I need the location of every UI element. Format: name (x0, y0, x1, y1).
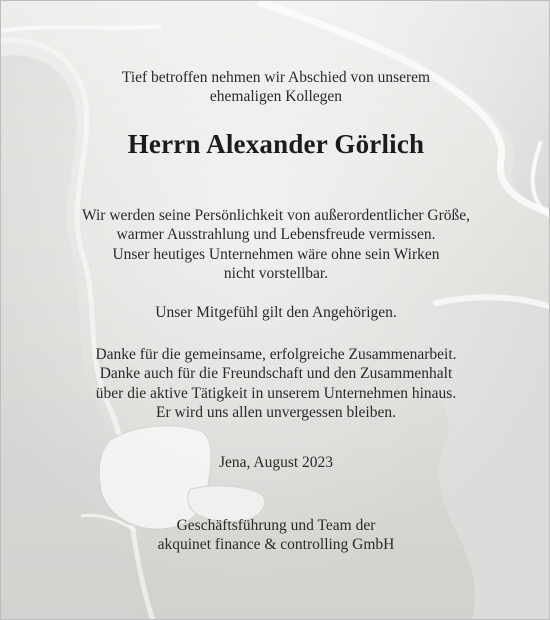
condolence-text (1, 303, 550, 322)
thanks-text (1, 345, 550, 422)
deceased-name: Herrn Alexander Görlich (127, 129, 425, 159)
tribute-line: nicht vorstellbar. (223, 264, 329, 282)
tribute-line: Wir werden seine Persönlichkeit von außerordentlicher Größe, (81, 207, 471, 224)
intro-line: ehemaligen Kollegen (209, 88, 343, 106)
thanks-line: Danke für die gemeinsame, erfolgreiche Zusammenarbeit. (95, 346, 457, 363)
place-date-line: Jena, August 2023 (218, 454, 334, 471)
notice-text (1, 1, 550, 620)
signature (1, 516, 550, 555)
place-date (1, 453, 550, 472)
signature-line: akquinet finance & controlling GmbH (157, 536, 395, 554)
thanks-line: über die aktive Tätigkeit in unserem Unternehmen hinaus. (95, 384, 457, 402)
intro-line: Tief betroffen nehmen wir Abschied von unserem (121, 69, 431, 86)
tribute-line: Unser heutiges Unternehmen wäre ohne sein Wirken (112, 245, 440, 263)
thanks-line: Er wird uns allen unvergessen bleiben. (156, 403, 396, 421)
tribute-line: warmer Ausstrahlung und Lebensfreude vermissen. (116, 226, 436, 244)
intro-text (1, 68, 550, 107)
condolence-line: Unser Mitgefühl gilt den Angehörigen. (155, 304, 397, 321)
tribute-text (1, 206, 550, 283)
thanks-line: Danke auch für die Freundschaft und den Zusammenhalt (99, 365, 453, 383)
signature-line: Geschäftsführung und Team der (176, 517, 376, 534)
